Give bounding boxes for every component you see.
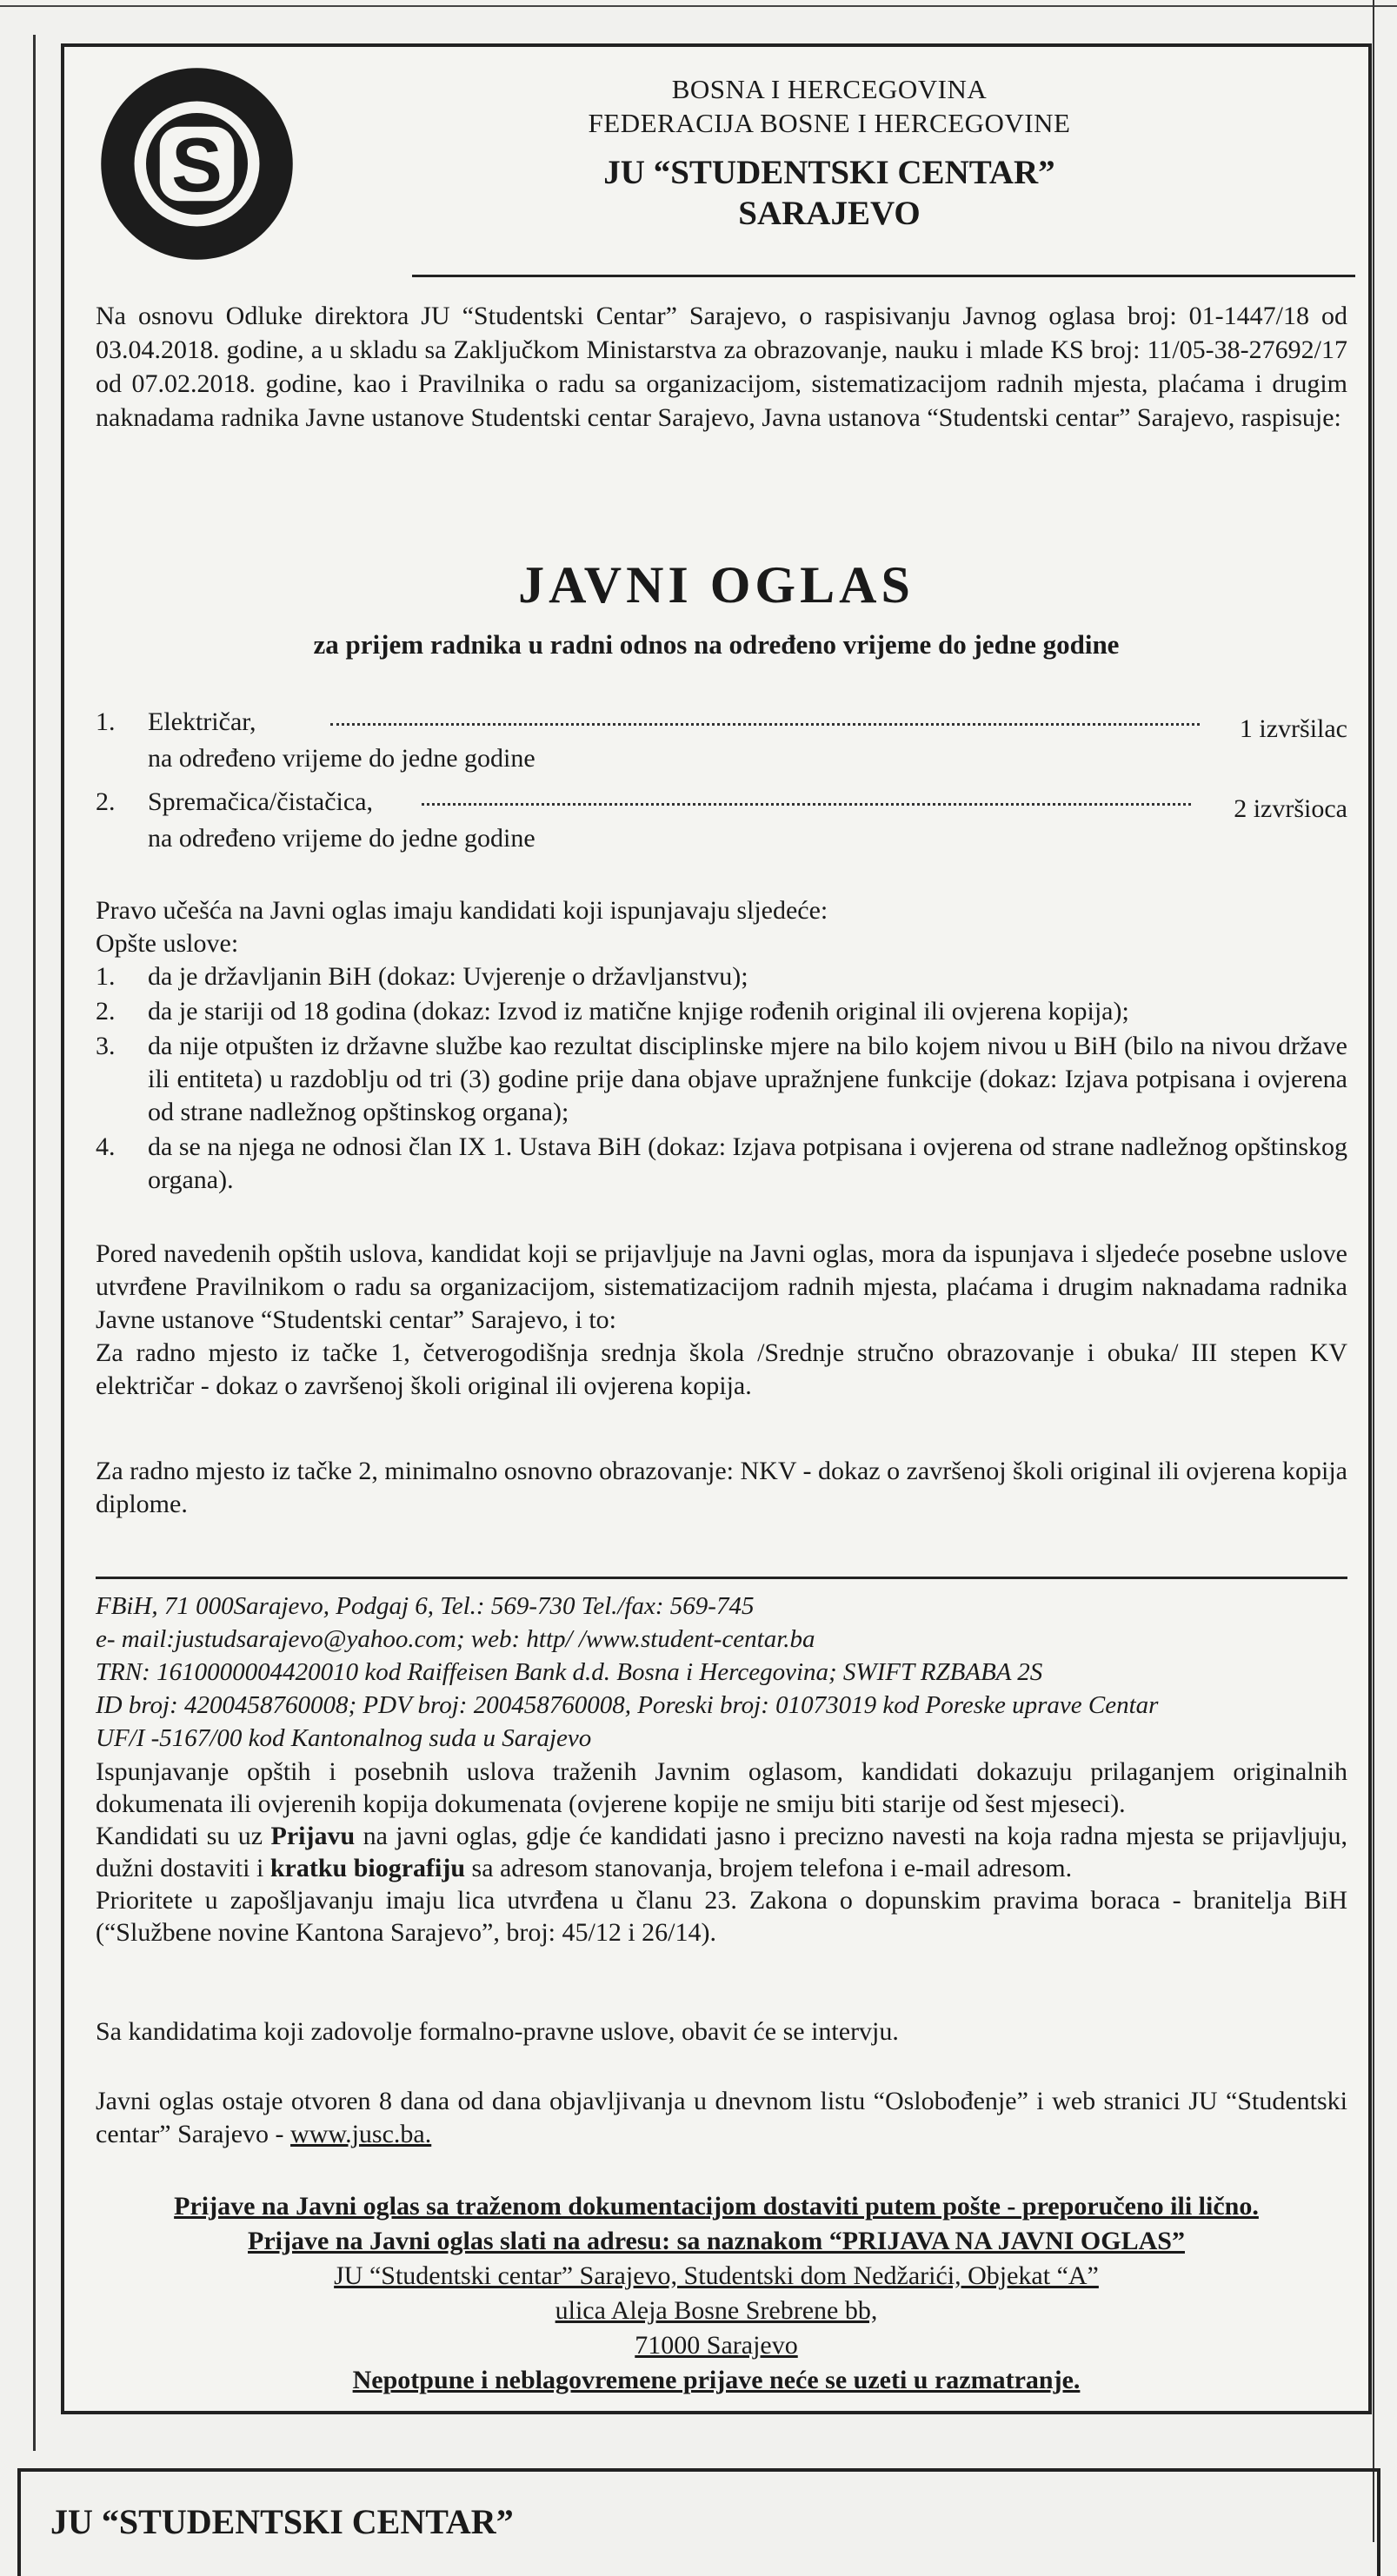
address-line-3: 71000 Sarajevo [635, 2331, 798, 2360]
application-text: Kandidati su uz Prijavu na javni oglas, gdje će kandidati jasno i precizno navesti na koja radna mjesta se prijavljuju, dužni dostaviti i kratku biografiju sa adresom stanovanja, brojem telefona i e-mail adresom. [96, 1822, 1347, 1882]
leader-dots [422, 803, 1191, 806]
submission-method: Prijave na Javni oglas sa traženom dokumentacijom dostaviti putem pošte - preporučeno ili lično. [174, 2192, 1259, 2221]
right-column-edge [1373, 0, 1397, 2542]
special-conditions [96, 1238, 1347, 1403]
mailing-address [64, 2259, 1368, 2363]
position-count: 2 izvršioca [1234, 794, 1347, 823]
ad-subtitle: za prijem radnika u radni odnos na određeno vrijeme do jedne godine [313, 629, 1120, 660]
condition-item [96, 1030, 1347, 1129]
proof-text: Ispunjavanje opštih i posebnih uslova traženih Javnim oglasom, kandidati dokazuju prilaganjem originalnih dokumenata ili ovjerenih kopija dokumenata (ovjerene kopije ne smiju biti starije od šest mjeseci). [96, 1757, 1347, 1818]
position-item [96, 707, 1347, 787]
website-link[interactable]: www.jusc.ba. [290, 2120, 432, 2148]
position-name: Spremačica/čistačica, [148, 787, 374, 816]
condition-text: da nije otpušten iz državne službe kao rezultat disciplinske mjere na bilo kojem nivou u BiH (bilo na nivou države ili entiteta) u razdoblju od tri (3) godine prije dana objave upražnjene funkcije (dokaz: Izjava potpisana i ovjerena od strane nadležnog opštinskog organa); [148, 1032, 1347, 1126]
left-column-edge [0, 35, 36, 2451]
position-count: 1 izvršilac [1239, 714, 1347, 743]
condition-item [96, 995, 1347, 1028]
footer-note: Nepotpune i neblagovremene prijave neće se uzeti u razmatranje. [352, 2366, 1081, 2394]
contact-divider [96, 1577, 1347, 1579]
contact-tax-ids: ID broj: 4200458760008; PDV broj: 200458760008, Poreski broj: 01073019 kod Poreske uprave Centar [96, 1691, 1159, 1719]
interview-text: Sa kandidatima koji zadovolje formalno-pravne uslove, obavit će se intervju. [96, 2017, 899, 2046]
address-line-2: ulica Aleja Bosne Srebrene bb, [555, 2296, 878, 2325]
header-divider [412, 275, 1355, 277]
submission-address-label: Prijave na Javni oglas slati na adresu: sa naznakom “PRIJAVA NA JAVNI OGLAS” [248, 2227, 1185, 2255]
priority-text: Prioritete u zapošljavanju imaju lica utvrđena u članu 23. Zakona o dopunskim pravima boraca - branitelja BiH (“Službene novine Kantona Sarajevo”, broj: 45/12 i 26/14). [96, 1886, 1347, 1947]
general-conditions-label: Opšte uslove: [96, 929, 239, 958]
next-advertisement-title: JU “STUDENTSKI CENTAR” [50, 2502, 514, 2541]
institution-name: JU “STUDENTSKI CENTAR” [603, 153, 1055, 191]
position-item [96, 787, 1347, 867]
institution-city: SARAJEVO [738, 195, 921, 233]
special-condition-2: Za radno mjesto iz tačke 2, minimalno osnovno obrazovanje: NKV - dokaz o završenoj školi original ili ovjerena kopija diplome. [96, 1457, 1347, 1518]
special-condition-1: Za radno mjesto iz tačke 1, četverogodišnja srednja škola /Srednje stručno obrazovanje i obuka/ III stepen KV električar - dokaz o završenoj školi original ili ovjerena kopija. [96, 1338, 1347, 1400]
conditions-intro-text: Pravo učešća na Javni oglas imaju kandidati koji ispunjavaju sljedeće: [96, 896, 828, 925]
job-advertisement [61, 43, 1372, 2414]
svg-text:S: S [171, 123, 223, 208]
position-number: 2. [96, 787, 116, 816]
leader-dots [330, 723, 1200, 726]
special-conditions-text: Pored navedenih opštih uslova, kandidat koji se prijavljuje na Javni oglas, mora da ispunjava i sljedeće posebne uslove utvrđene Pravilnikom o radu sa organizacijom, sistematizacijom radnih mjesta, plaćama i drugim naknadama radnika Javne ustanove “Studentski centar” Sarajevo, i to: [96, 1239, 1347, 1334]
condition-number: 2. [96, 997, 116, 1026]
page-top-rule [0, 5, 1397, 7]
contact-address: FBiH, 71 000Sarajevo, Podgaj 6, Tel.: 569-730 Tel./fax: 569-745 [96, 1592, 755, 1620]
conditions-intro [96, 894, 1347, 960]
condition-number: 1. [96, 962, 116, 991]
condition-text: da se na njega ne odnosi član IX 1. Ustava BiH (dokaz: Izjava potpisana i ovjerena od strane nadležnog opštinskog organa). [148, 1132, 1347, 1194]
condition-number: 3. [96, 1032, 116, 1060]
open-period-text: Javni oglas ostaje otvoren 8 dana od dana objavljivanja u dnevnom listu “Oslobođenje” i web stranici JU “Studentski centar” Sarajevo - www.jusc.ba. [96, 2087, 1347, 2148]
condition-item [96, 960, 1347, 993]
address-line-1: JU “Studentski centar” Sarajevo, Studentski dom Nedžarići, Objekat “A” [334, 2261, 1099, 2290]
contact-court-reg: UF/I -5167/00 kod Kantonalnog suda u Sarajevo [96, 1724, 592, 1752]
country-name: BOSNA I HERCEGOVINA [671, 74, 988, 104]
condition-number: 4. [96, 1132, 116, 1161]
application-instructions [96, 1756, 1347, 1949]
position-number: 1. [96, 707, 116, 736]
issuer-header [438, 73, 1221, 236]
condition-item [96, 1131, 1347, 1197]
condition-text: da je državljanin BiH (dokaz: Uvjerenje o državljanstvu); [148, 962, 748, 991]
general-conditions-list [96, 960, 1347, 1198]
federation-name: FEDERACIJA BOSNE I HERCEGOVINE [588, 107, 1071, 138]
contact-email-web: e- mail:justudsarajevo@yahoo.com; web: http/ /www.student-centar.ba [96, 1625, 815, 1653]
positions-list [96, 707, 1347, 867]
ad-title: JAVNI OGLAS [518, 556, 915, 614]
contact-bank: TRN: 1610000004420010 kod Raiffeisen Bank d.d. Bosna i Hercegovina; SWIFT RZBABA 2S [96, 1658, 1043, 1686]
condition-text: da je stariji od 18 godina (dokaz: Izvod iz matične knjige rođenih original ili ovjerena kopija); [148, 997, 1129, 1026]
intro-paragraph: Na osnovu Odluke direktora JU “Studentski Centar” Sarajevo, o raspisivanju Javnog oglasa broj: 01-1447/18 od 03.04.2018. godine, a u skladu sa Zaključkom Ministarstva za obrazovanje, nauku i mlade KS broj: 11/05-38-27692/17 od 07.02.2018. godine, kao i Pravilnika o radu sa organizacijom, sistematizacijom radnih mjesta, plaćama i drugim naknadama radnika Javne ustanove Studentski centar Sarajevo, Javna ustanova “Studentski centar” Sarajevo, raspisuje: [96, 302, 1347, 432]
position-name: Električar, [148, 707, 256, 736]
submission-info [64, 2189, 1368, 2259]
position-duration: na određeno vrijeme do jedne godine [148, 744, 536, 773]
contact-info [96, 1590, 1347, 1755]
studentski-centar-logo [99, 66, 295, 262]
position-duration: na određeno vrijeme do jedne godine [148, 824, 536, 853]
